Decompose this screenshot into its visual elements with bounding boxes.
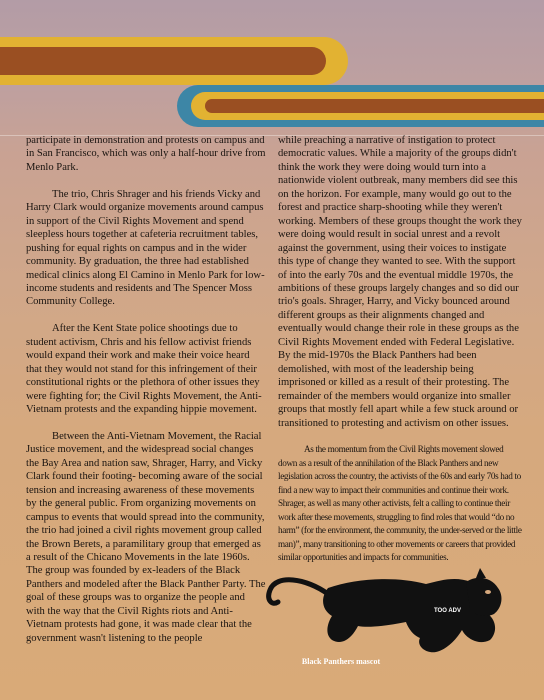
left-paragraph-2: The trio, Chris Shrager and his friends Vicky and Harry Clark would organize movements around campus in support of the Civil Rights Movement and spend sleepless hours together at cafeteria recruitment tables, pushing for equal rights on campus and in the wider community. By graduation, the three had established medical clinics along El Camino in Menlo Park for low-income students and residents and The Spencer Moss Community College.	[26, 188, 265, 308]
panther-ear	[476, 568, 486, 578]
right-paragraph-1: while preaching a narrative of instigation to protect democratic values. While a majority of the groups didn't think the work they were doing would turn into a nationwide violent outbreak, many members did see this on the horizon. For example, many would go out to the forest and practice sharp-shooting while they weren't working. Members of these groups thought the work they were doing would result in social unrest and a revolt against the government, using their voices to instigate this type of change they wanted to see. With the support of into the early 70s and the eventual middle 1970s, the ambitions of these groups largely changes and so did our trio's goals. Shrager, Harry, and Vicky bounced around different groups as their alignments changed and eventually would change their role in these groups as the Civil Rights Movement ended with Federal Legislative. By the mid-1970s the Black Panthers had been demolished, with most of the leadership being imprisoned or killed as a result of their protesting. The remainder of the members would organize into smaller groups that mostly fell apart while a few stuck around or transitioned to protesting and activism on other issues.	[278, 135, 522, 429]
figure-black-panther	[266, 560, 526, 678]
stripe-top-brown	[0, 47, 326, 75]
black-panther-icon	[266, 560, 526, 660]
left-paragraph-4: Between the Anti-Vietnam Movement, the Racial Justice movement, and the widespread social changes the Bay Area and nation saw, Shrager, Harry, and Vicky Clark found their footing- becoming aware of the social tension and increasing awareness of these movements by the general public. From organizing movements on campus to events that would spread into the community, the trio had joined a civil rights movement group called the Brown Berets, a paramilitary group that emerged as a result of the Chicano Movements in the late 1960s. The group was founded by ex-leaders of the Black Panthers and modeled after the Black Panther Party. The goal of these groups was to organize the people and with the way that the Civil Rights riots and Anti-Vietnam protests had gone, it was made clear that the government wasn't listening to the people	[26, 430, 266, 644]
panther-eye	[485, 590, 491, 594]
stripe-bottom-brown	[205, 99, 544, 113]
right-column	[278, 134, 522, 578]
figure-caption: Black Panthers mascot	[301, 657, 381, 666]
panther-fang-marks: TOO ADV	[434, 608, 462, 614]
left-paragraph-3: After the Kent State police shootings due to student activism, Chris and his fellow activist friends would expand their work and make their voice heard that they would not stand for this infringement of their constitutional rights or the plethora of other issues they were fighting for; the Civil Rights Movement, the Anti-Vietnam protests and the expanding hippie movement.	[26, 323, 262, 416]
decorative-stripes	[0, 0, 544, 130]
right-paragraph-2: As the momentum from the Civil Rights movement slowed down as a result of the annihilation of the Black Panthers and new legislation across the country, the activists of the 60s and early 70s had to find a new way to impact their communities and continue their work. Shrager, as well as many other activists, felt a calling to continue their work after these movements, struggling to find roles that would “do no harm” (for the environment, the community, the under-served or the little man)”, many transitioning to other movements or careers that provided similar opportunities and impacts for communities.	[278, 444, 522, 563]
left-column	[26, 134, 266, 659]
left-paragraph-1: participate in demonstration and protests on campus and in San Francisco, which was only a half-hour drive from Menlo Park.	[26, 135, 266, 173]
panther-tail	[269, 580, 328, 603]
